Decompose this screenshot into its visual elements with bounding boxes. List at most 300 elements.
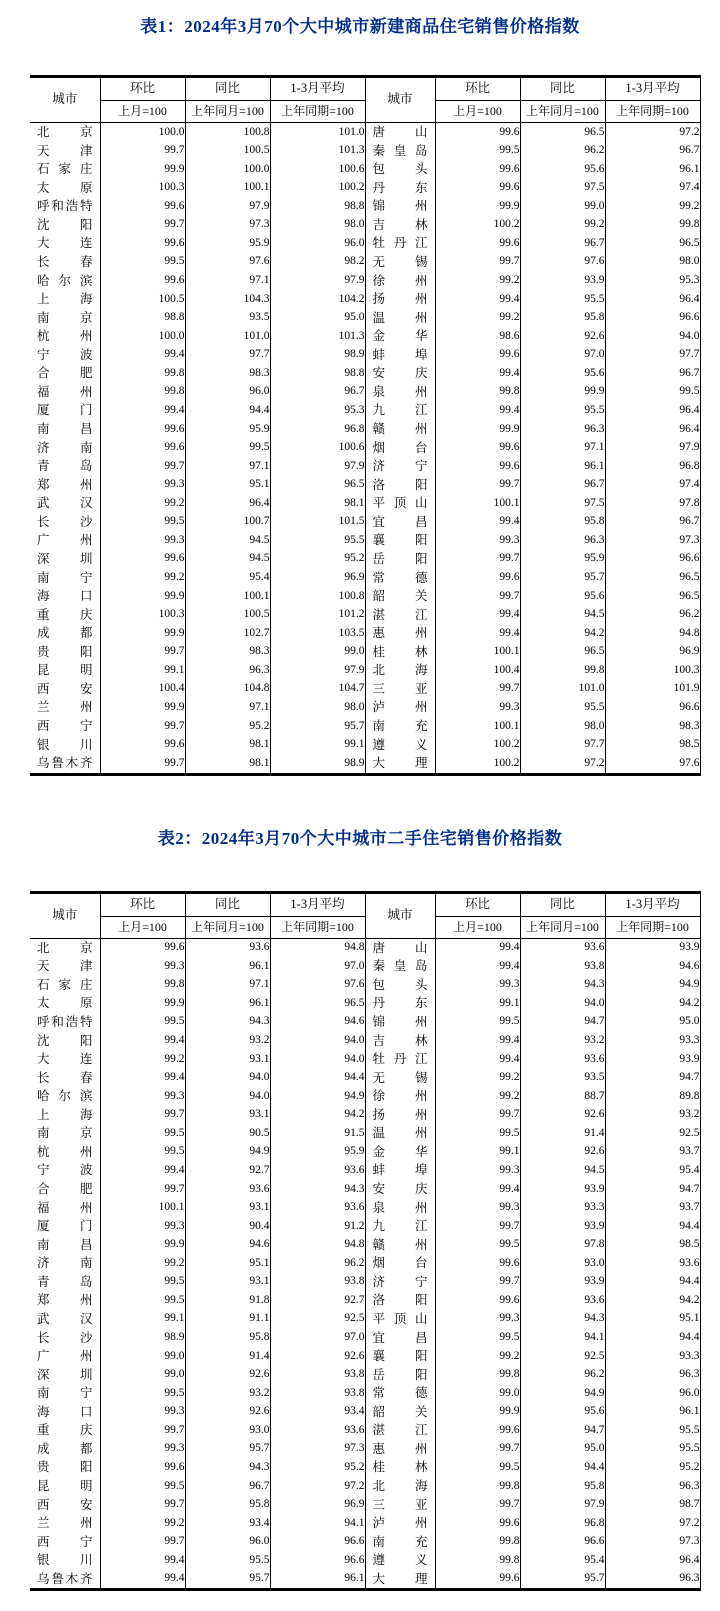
- value-cell: 94.2: [270, 1106, 365, 1125]
- value-cell: 97.9: [605, 439, 700, 458]
- value-cell: 93.8: [270, 1384, 365, 1403]
- table1-body: [30, 123, 700, 775]
- value-cell: 90.4: [185, 1217, 270, 1236]
- value-cell: 92.6: [270, 1347, 365, 1366]
- value-cell: 97.1: [185, 976, 270, 995]
- city-cell: 惠 州: [365, 624, 435, 643]
- city-cell: 金 华: [365, 327, 435, 346]
- value-cell: 99.2: [100, 494, 185, 513]
- city-cell: 大 理: [365, 754, 435, 774]
- column-header-city: 城市: [30, 77, 100, 123]
- column-header-avg: 1-3月平均: [270, 77, 365, 101]
- table1-header: [30, 77, 700, 123]
- value-cell: 95.5: [605, 1421, 700, 1440]
- table-row: [30, 1384, 700, 1403]
- value-cell: 96.5: [270, 476, 365, 495]
- city-cell: 南 昌: [30, 1236, 100, 1255]
- value-cell: 98.8: [100, 309, 185, 328]
- value-cell: 93.2: [185, 1384, 270, 1403]
- value-cell: 99.9: [520, 383, 605, 402]
- table-row: [30, 1496, 700, 1515]
- column-header-city: 城市: [30, 892, 100, 938]
- value-cell: 93.1: [185, 1199, 270, 1218]
- table-row: [30, 1347, 700, 1366]
- value-cell: 96.4: [605, 401, 700, 420]
- city-cell: 平 顶 山: [365, 1310, 435, 1329]
- value-cell: 95.9: [185, 420, 270, 439]
- value-cell: 97.3: [605, 1533, 700, 1552]
- value-cell: 91.2: [270, 1217, 365, 1236]
- value-cell: 89.8: [605, 1087, 700, 1106]
- value-cell: 99.8: [520, 661, 605, 680]
- table-row: [30, 123, 700, 142]
- value-cell: 97.9: [185, 197, 270, 216]
- value-cell: 99.3: [100, 1403, 185, 1422]
- value-cell: 96.2: [605, 606, 700, 625]
- value-cell: 99.6: [100, 938, 185, 957]
- table-row: [30, 976, 700, 995]
- table-row: [30, 1199, 700, 1218]
- value-cell: 98.9: [270, 346, 365, 365]
- value-cell: 99.7: [100, 754, 185, 774]
- value-cell: 100.8: [270, 587, 365, 606]
- city-cell: 泉 州: [365, 1199, 435, 1218]
- city-cell: 牡 丹 江: [365, 1050, 435, 1069]
- value-cell: 96.8: [605, 457, 700, 476]
- value-cell: 93.8: [270, 1273, 365, 1292]
- value-cell: 93.5: [185, 309, 270, 328]
- column-subheader-avg: 上年同期=100: [270, 101, 365, 123]
- city-cell: 广 州: [30, 531, 100, 550]
- value-cell: 96.6: [270, 1551, 365, 1570]
- value-cell: 95.5: [270, 531, 365, 550]
- value-cell: 99.5: [100, 1273, 185, 1292]
- value-cell: 97.2: [605, 1514, 700, 1533]
- new-home-price-index-section: [0, 12, 720, 776]
- city-cell: 西 宁: [30, 1533, 100, 1552]
- city-cell: 宜 昌: [365, 513, 435, 532]
- table-row: [30, 1069, 700, 1088]
- table-row: [30, 1032, 700, 1051]
- city-cell: 唐 山: [365, 938, 435, 957]
- city-cell: 泉 州: [365, 383, 435, 402]
- value-cell: 99.2: [100, 1514, 185, 1533]
- city-cell: 无 锡: [365, 253, 435, 272]
- value-cell: 93.2: [520, 1032, 605, 1051]
- city-cell: 襄 阳: [365, 1347, 435, 1366]
- city-cell: 南 京: [30, 309, 100, 328]
- value-cell: 93.6: [270, 1421, 365, 1440]
- value-cell: 99.2: [100, 569, 185, 588]
- value-cell: 99.8: [100, 383, 185, 402]
- city-cell: 温 州: [365, 309, 435, 328]
- value-cell: 99.4: [100, 401, 185, 420]
- city-cell: 长 春: [30, 253, 100, 272]
- column-subheader-mom: 上月=100: [435, 101, 520, 123]
- value-cell: 99.7: [100, 643, 185, 662]
- value-cell: 95.5: [520, 698, 605, 717]
- city-cell: 上 海: [30, 290, 100, 309]
- value-cell: 99.1: [100, 661, 185, 680]
- table-row: [30, 606, 700, 625]
- value-cell: 99.2: [100, 1254, 185, 1273]
- value-cell: 99.7: [100, 1421, 185, 1440]
- value-cell: 93.1: [185, 1050, 270, 1069]
- value-cell: 97.5: [520, 494, 605, 513]
- value-cell: 96.7: [605, 513, 700, 532]
- value-cell: 95.0: [605, 1013, 700, 1032]
- value-cell: 101.3: [270, 327, 365, 346]
- city-cell: 太 原: [30, 179, 100, 198]
- value-cell: 98.2: [270, 253, 365, 272]
- value-cell: 94.3: [520, 1310, 605, 1329]
- value-cell: 97.7: [605, 346, 700, 365]
- value-cell: 99.0: [100, 1366, 185, 1385]
- value-cell: 100.7: [185, 513, 270, 532]
- value-cell: 99.7: [100, 142, 185, 161]
- value-cell: 95.6: [520, 364, 605, 383]
- value-cell: 99.7: [100, 717, 185, 736]
- city-cell: 兰 州: [30, 1514, 100, 1533]
- city-cell: 呼 和 浩 特: [30, 197, 100, 216]
- value-cell: 94.9: [605, 976, 700, 995]
- city-cell: 武 汉: [30, 1310, 100, 1329]
- value-cell: 97.7: [520, 736, 605, 755]
- column-header-mom: 环比: [100, 892, 185, 916]
- value-cell: 98.6: [435, 327, 520, 346]
- value-cell: 99.0: [270, 643, 365, 662]
- value-cell: 95.8: [185, 1496, 270, 1515]
- city-cell: 银 川: [30, 1551, 100, 1570]
- column-subheader-yoy: 上年同月=100: [185, 916, 270, 938]
- value-cell: 99.7: [435, 680, 520, 699]
- table-row: [30, 1291, 700, 1310]
- value-cell: 99.9: [100, 160, 185, 179]
- value-cell: 96.3: [605, 1570, 700, 1590]
- table-row: [30, 309, 700, 328]
- table-row: [30, 938, 700, 957]
- value-cell: 93.4: [270, 1403, 365, 1422]
- value-cell: 95.5: [520, 401, 605, 420]
- table-row: [30, 290, 700, 309]
- value-cell: 97.2: [270, 1477, 365, 1496]
- value-cell: 97.6: [520, 253, 605, 272]
- value-cell: 96.5: [605, 569, 700, 588]
- value-cell: 99.2: [520, 216, 605, 235]
- value-cell: 94.8: [270, 938, 365, 957]
- column-header-yoy: 同比: [520, 77, 605, 101]
- value-cell: 97.0: [270, 957, 365, 976]
- table-row: [30, 1514, 700, 1533]
- city-cell: 无 锡: [365, 1069, 435, 1088]
- value-cell: 99.5: [100, 1013, 185, 1032]
- value-cell: 97.2: [605, 123, 700, 142]
- value-cell: 99.5: [100, 513, 185, 532]
- city-cell: 乌 鲁 木 齐: [30, 754, 100, 774]
- value-cell: 99.6: [435, 234, 520, 253]
- table-row: [30, 661, 700, 680]
- table-row: [30, 754, 700, 774]
- value-cell: 95.4: [605, 1161, 700, 1180]
- city-cell: 西 宁: [30, 717, 100, 736]
- value-cell: 93.6: [270, 1199, 365, 1218]
- value-cell: 92.7: [185, 1161, 270, 1180]
- value-cell: 94.3: [185, 1013, 270, 1032]
- table-row: [30, 1161, 700, 1180]
- value-cell: 95.4: [185, 569, 270, 588]
- value-cell: 100.3: [605, 661, 700, 680]
- value-cell: 96.7: [185, 1477, 270, 1496]
- value-cell: 99.6: [435, 179, 520, 198]
- value-cell: 99.2: [435, 272, 520, 291]
- city-cell: 福 州: [30, 1199, 100, 1218]
- value-cell: 99.5: [435, 1013, 520, 1032]
- value-cell: 99.2: [435, 1069, 520, 1088]
- city-cell: 南 充: [365, 717, 435, 736]
- column-header-city: 城市: [365, 892, 435, 938]
- column-subheader-yoy: 上年同月=100: [520, 101, 605, 123]
- value-cell: 96.1: [520, 457, 605, 476]
- table-row: [30, 1254, 700, 1273]
- value-cell: 96.0: [270, 234, 365, 253]
- table-row: [30, 197, 700, 216]
- table-row: [30, 994, 700, 1013]
- city-cell: 丹 东: [365, 179, 435, 198]
- value-cell: 94.4: [270, 1069, 365, 1088]
- table-row: [30, 1217, 700, 1236]
- value-cell: 94.0: [605, 327, 700, 346]
- value-cell: 96.7: [270, 383, 365, 402]
- city-cell: 三 亚: [365, 680, 435, 699]
- value-cell: 95.6: [520, 587, 605, 606]
- table-row: [30, 1329, 700, 1348]
- value-cell: 93.2: [605, 1106, 700, 1125]
- value-cell: 95.3: [605, 272, 700, 291]
- value-cell: 96.3: [605, 1366, 700, 1385]
- city-cell: 北 海: [365, 661, 435, 680]
- value-cell: 99.3: [100, 1087, 185, 1106]
- value-cell: 104.8: [185, 680, 270, 699]
- value-cell: 96.1: [605, 1403, 700, 1422]
- city-cell: 济 南: [30, 1254, 100, 1273]
- value-cell: 91.1: [185, 1310, 270, 1329]
- value-cell: 98.8: [270, 197, 365, 216]
- value-cell: 94.3: [520, 976, 605, 995]
- city-cell: 南 昌: [30, 420, 100, 439]
- city-cell: 哈 尔 滨: [30, 1087, 100, 1106]
- table-row: [30, 1458, 700, 1477]
- city-cell: 长 春: [30, 1069, 100, 1088]
- value-cell: 100.5: [185, 606, 270, 625]
- value-cell: 99.5: [435, 1124, 520, 1143]
- value-cell: 93.7: [605, 1143, 700, 1162]
- value-cell: 96.2: [520, 1366, 605, 1385]
- second-hand-price-index-section: [0, 824, 720, 1592]
- city-cell: 石 家 庄: [30, 976, 100, 995]
- value-cell: 94.0: [520, 994, 605, 1013]
- value-cell: 94.0: [270, 1032, 365, 1051]
- value-cell: 92.5: [520, 1347, 605, 1366]
- value-cell: 99.0: [520, 197, 605, 216]
- table-row: [30, 643, 700, 662]
- city-cell: 烟 台: [365, 1254, 435, 1273]
- city-cell: 哈 尔 滨: [30, 272, 100, 291]
- city-cell: 九 江: [365, 401, 435, 420]
- value-cell: 99.2: [435, 1087, 520, 1106]
- value-cell: 94.7: [520, 1013, 605, 1032]
- table-row: [30, 216, 700, 235]
- value-cell: 99.7: [435, 253, 520, 272]
- value-cell: 95.7: [185, 1570, 270, 1590]
- value-cell: 99.4: [435, 1050, 520, 1069]
- value-cell: 101.3: [270, 142, 365, 161]
- value-cell: 99.6: [100, 234, 185, 253]
- value-cell: 96.9: [270, 569, 365, 588]
- value-cell: 99.6: [435, 439, 520, 458]
- value-cell: 94.3: [185, 1458, 270, 1477]
- value-cell: 94.2: [605, 994, 700, 1013]
- value-cell: 99.3: [100, 1440, 185, 1459]
- value-cell: 94.0: [185, 1069, 270, 1088]
- value-cell: 93.6: [605, 1254, 700, 1273]
- value-cell: 94.2: [520, 624, 605, 643]
- value-cell: 94.5: [520, 606, 605, 625]
- city-cell: 桂 林: [365, 643, 435, 662]
- city-cell: 郑 州: [30, 476, 100, 495]
- value-cell: 94.9: [270, 1087, 365, 1106]
- column-header-mom: 环比: [435, 77, 520, 101]
- value-cell: 99.9: [435, 197, 520, 216]
- value-cell: 95.7: [270, 717, 365, 736]
- value-cell: 99.1: [435, 994, 520, 1013]
- value-cell: 99.7: [435, 476, 520, 495]
- value-cell: 98.3: [185, 643, 270, 662]
- value-cell: 99.2: [435, 309, 520, 328]
- value-cell: 93.7: [605, 1199, 700, 1218]
- value-cell: 93.9: [520, 1273, 605, 1292]
- value-cell: 97.4: [605, 476, 700, 495]
- value-cell: 99.5: [435, 142, 520, 161]
- column-header-yoy: 同比: [185, 77, 270, 101]
- value-cell: 93.3: [520, 1199, 605, 1218]
- value-cell: 99.4: [100, 1069, 185, 1088]
- city-cell: 秦 皇 岛: [365, 142, 435, 161]
- value-cell: 97.6: [185, 253, 270, 272]
- value-cell: 99.2: [435, 1347, 520, 1366]
- value-cell: 96.3: [185, 661, 270, 680]
- value-cell: 95.8: [520, 309, 605, 328]
- city-cell: 北 京: [30, 938, 100, 957]
- value-cell: 99.7: [100, 457, 185, 476]
- value-cell: 99.7: [435, 550, 520, 569]
- value-cell: 94.4: [185, 401, 270, 420]
- value-cell: 92.6: [520, 1106, 605, 1125]
- value-cell: 100.4: [435, 661, 520, 680]
- value-cell: 99.5: [100, 1143, 185, 1162]
- city-cell: 岳 阳: [365, 550, 435, 569]
- value-cell: 100.1: [100, 1199, 185, 1218]
- value-cell: 99.6: [100, 736, 185, 755]
- value-cell: 99.6: [100, 550, 185, 569]
- value-cell: 95.5: [605, 1440, 700, 1459]
- value-cell: 99.9: [100, 698, 185, 717]
- value-cell: 96.3: [520, 531, 605, 550]
- value-cell: 96.6: [605, 550, 700, 569]
- value-cell: 92.6: [520, 1143, 605, 1162]
- value-cell: 90.5: [185, 1124, 270, 1143]
- value-cell: 99.9: [100, 1236, 185, 1255]
- value-cell: 95.2: [270, 550, 365, 569]
- value-cell: 92.7: [270, 1291, 365, 1310]
- city-cell: 南 宁: [30, 569, 100, 588]
- city-cell: 福 州: [30, 383, 100, 402]
- city-cell: 湛 江: [365, 606, 435, 625]
- value-cell: 91.4: [185, 1347, 270, 1366]
- value-cell: 99.9: [100, 587, 185, 606]
- column-subheader-avg: 上年同期=100: [270, 916, 365, 938]
- value-cell: 99.6: [435, 1254, 520, 1273]
- value-cell: 97.9: [270, 457, 365, 476]
- value-cell: 99.6: [435, 1570, 520, 1590]
- value-cell: 101.5: [270, 513, 365, 532]
- value-cell: 95.1: [185, 476, 270, 495]
- city-cell: 韶 关: [365, 1403, 435, 1422]
- value-cell: 88.7: [520, 1087, 605, 1106]
- value-cell: 93.0: [520, 1254, 605, 1273]
- city-cell: 扬 州: [365, 290, 435, 309]
- value-cell: 99.8: [435, 1551, 520, 1570]
- value-cell: 95.7: [185, 1440, 270, 1459]
- value-cell: 93.8: [520, 957, 605, 976]
- value-cell: 99.3: [435, 1199, 520, 1218]
- city-cell: 桂 林: [365, 1458, 435, 1477]
- value-cell: 99.5: [605, 383, 700, 402]
- table2-body: [30, 938, 700, 1590]
- city-cell: 上 海: [30, 1106, 100, 1125]
- city-cell: 唐 山: [365, 123, 435, 142]
- value-cell: 94.5: [520, 1161, 605, 1180]
- value-cell: 99.7: [100, 1106, 185, 1125]
- value-cell: 96.5: [520, 123, 605, 142]
- value-cell: 94.7: [520, 1421, 605, 1440]
- value-cell: 96.6: [605, 698, 700, 717]
- value-cell: 97.0: [520, 346, 605, 365]
- value-cell: 99.4: [100, 1570, 185, 1590]
- table1-title: 表1：2024年3月70个大中城市新建商品住宅销售价格指数: [140, 17, 580, 36]
- value-cell: 99.6: [435, 160, 520, 179]
- table-row: [30, 1236, 700, 1255]
- value-cell: 94.0: [185, 1087, 270, 1106]
- value-cell: 99.3: [435, 531, 520, 550]
- value-cell: 99.8: [100, 976, 185, 995]
- column-subheader-mom: 上月=100: [100, 101, 185, 123]
- value-cell: 98.0: [270, 698, 365, 717]
- city-cell: 合 肥: [30, 364, 100, 383]
- table-row: [30, 1013, 700, 1032]
- city-cell: 赣 州: [365, 420, 435, 439]
- city-cell: 烟 台: [365, 439, 435, 458]
- value-cell: 91.4: [520, 1124, 605, 1143]
- value-cell: 98.5: [605, 736, 700, 755]
- value-cell: 96.9: [605, 643, 700, 662]
- value-cell: 97.6: [605, 754, 700, 774]
- value-cell: 95.2: [270, 1458, 365, 1477]
- column-header-avg: 1-3月平均: [270, 892, 365, 916]
- value-cell: 97.8: [520, 1236, 605, 1255]
- city-cell: 南 京: [30, 1124, 100, 1143]
- city-cell: 天 津: [30, 957, 100, 976]
- value-cell: 96.5: [270, 994, 365, 1013]
